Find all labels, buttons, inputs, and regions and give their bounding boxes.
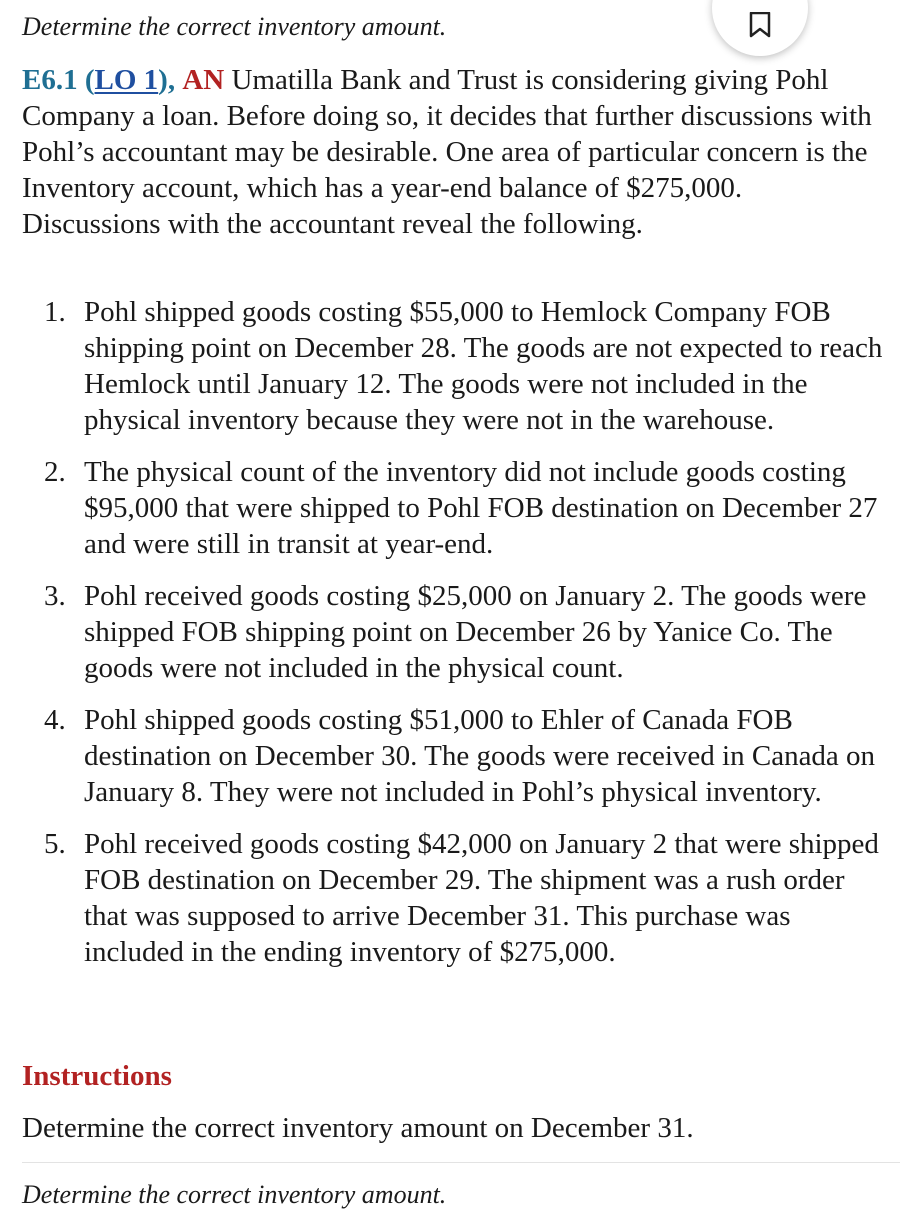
item-list (22, 294, 890, 986)
item-number: 5. (44, 828, 66, 860)
item-number: 4. (44, 704, 66, 736)
instructions-text: Determine the correct inventory amount on December 31. (22, 1112, 694, 1144)
analysis-tag: AN (182, 64, 225, 96)
item-text: Pohl shipped goods costing $51,000 to Ehler of Canada FOB destination on December 30. The goods were received in Canada on January 8. They were not included in Pohl’s physical inventory. (84, 704, 876, 808)
list-item (22, 454, 890, 562)
item-text: Pohl received goods costing $42,000 on January 2 that were shipped FOB destination on December 29. The shipment was a rush order that was supposed to arrive December 31. This purchase was included in the ending inventory of $275,000. (84, 828, 879, 968)
item-number: 2. (44, 456, 66, 488)
item-text: The physical count of the inventory did not include goods costing $95,000 that were shipped to Pohl FOB destination on December 27 and were still in transit at year-end. (84, 456, 878, 560)
problem-number: E6.1 (22, 64, 78, 96)
divider (22, 1162, 900, 1163)
problem-statement (22, 62, 882, 242)
lo-close: ), (158, 64, 176, 96)
item-number: 3. (44, 580, 66, 612)
lo-open: ( (84, 64, 95, 96)
list-item (22, 826, 890, 970)
list-item (22, 578, 890, 686)
item-number: 1. (44, 296, 66, 328)
problem-text: Umatilla Bank and Trust is considering giving Pohl Company a loan. Before doing so, it decides that further discussions with Pohl’s accountant may be desirable. One area of particular concern is the Inventory account, which has a year-end balance of $275,000. Discussions with the accountant reveal the following. (22, 64, 872, 240)
list-item (22, 294, 890, 438)
learning-objective (85, 64, 175, 96)
top-prompt: Determine the correct inventory amount. (22, 12, 447, 41)
list-item (22, 702, 890, 810)
instructions-heading: Instructions (22, 1060, 172, 1092)
bookmark-button[interactable] (712, 0, 808, 56)
item-text: Pohl shipped goods costing $55,000 to Hemlock Company FOB shipping point on December 28. The goods are not expected to reach Hemlock until January 12. The goods were not included in the physical inventory because they were not in the warehouse. (84, 296, 883, 436)
item-text: Pohl received goods costing $25,000 on January 2. The goods were shipped FOB shipping point on December 26 by Yanice Co. The goods were not included in the physical count. (84, 580, 867, 684)
learning-objective-link[interactable]: LO 1 (94, 64, 159, 96)
bottom-prompt: Determine the correct inventory amount. (22, 1180, 447, 1209)
bookmark-icon (749, 12, 771, 38)
